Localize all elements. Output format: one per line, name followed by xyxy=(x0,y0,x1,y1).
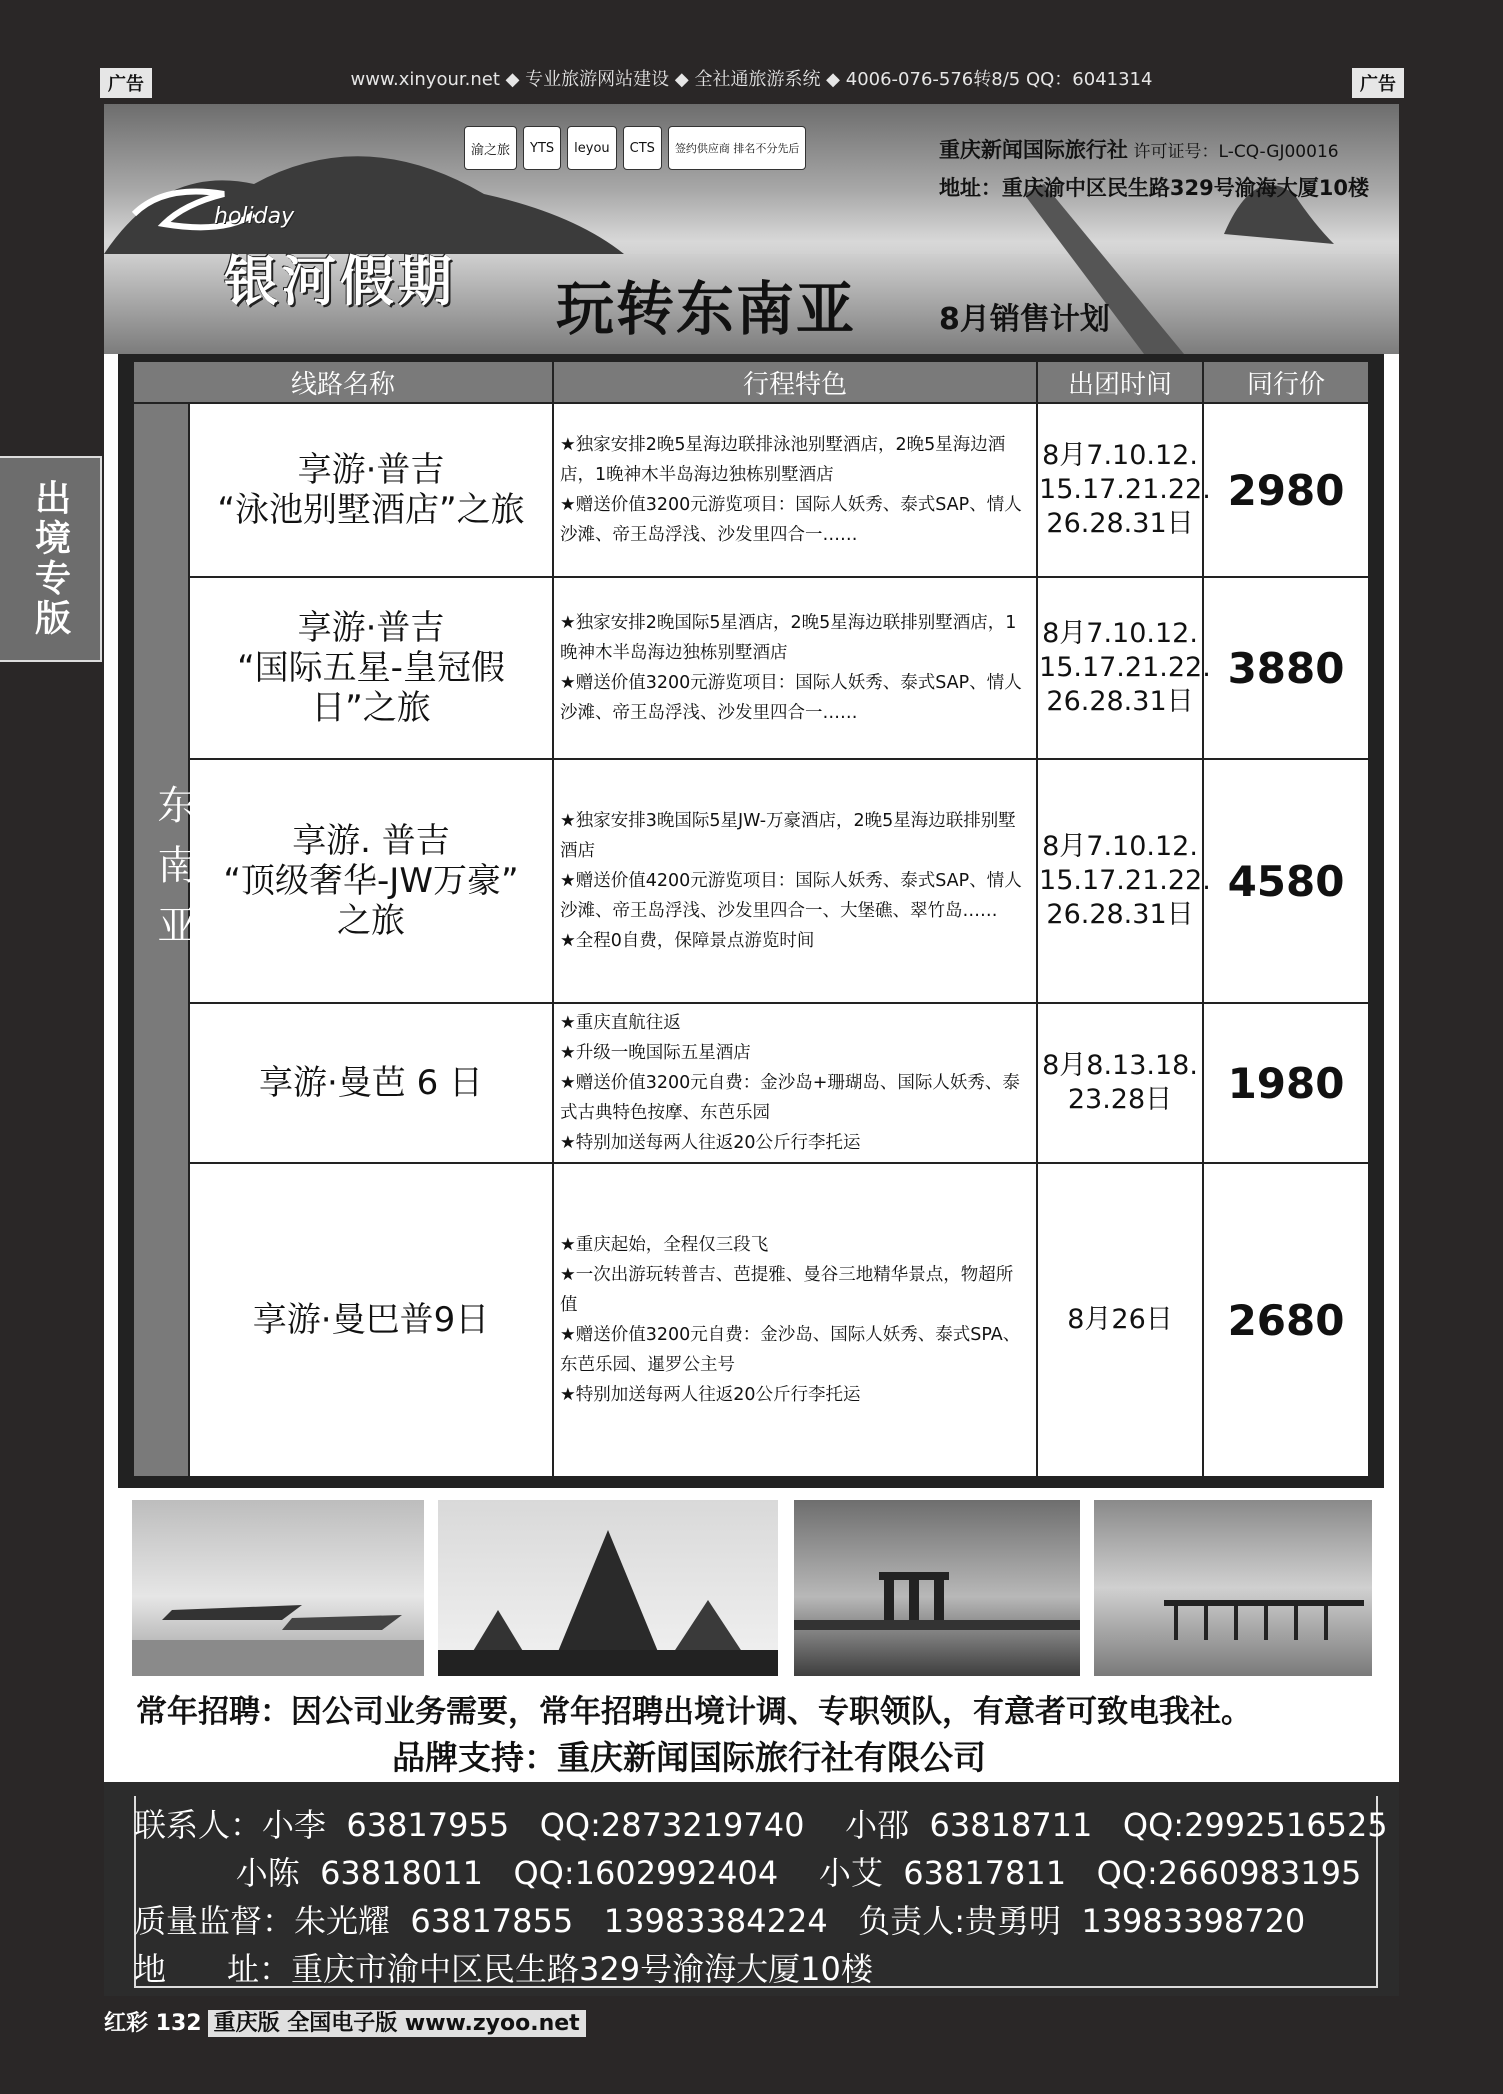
route-features xyxy=(553,1003,1037,1163)
partner-logo: 签约供应商 排名不分先后 xyxy=(668,126,807,170)
date-line: 8月7.10.12. xyxy=(1042,440,1198,471)
departure-dates xyxy=(1037,577,1211,759)
recruitment-notice: 常年招聘：因公司业务需要，常年招聘出境计调、专职领队，有意者可致电我社。 xyxy=(136,1694,1252,1730)
feature-item: ★独家安排2晚5星海边联排泳池别墅酒店，2晚5星海边酒店，1晚神木半岛海边独栋别墅酒店 xyxy=(560,435,1006,485)
feature-item: ★特别加送每两人往返20公斤行李托运 xyxy=(560,1385,861,1405)
header-dates: 出团时间 xyxy=(1037,361,1203,403)
date-line: 26.28.31日 xyxy=(1046,899,1194,930)
price: 1980 xyxy=(1203,1003,1369,1163)
partner-logo: 渝之旅 xyxy=(464,126,517,170)
partner-logo: YTS xyxy=(523,126,561,170)
ad-label-right: 广告 xyxy=(1352,68,1404,98)
contact-line: 联系人：小李 63817955 QQ:2873219740 小邵 63818711 QQ:2992516525 xyxy=(134,1806,1388,1844)
feature-item: ★赠送价值3200元自费：金沙岛+珊瑚岛、国际人妖秀、泰式古典特色按摩、东芭乐园 xyxy=(560,1073,1020,1123)
departure-dates xyxy=(1037,1163,1203,1477)
pier-photo xyxy=(1094,1500,1372,1676)
page-title: 玩转东南亚 xyxy=(556,275,857,343)
price: 2680 xyxy=(1203,1163,1369,1477)
route-line: 享游·普吉 xyxy=(297,608,445,648)
date-line: 26.28.31日 xyxy=(1046,508,1194,539)
feature-item: ★升级一晚国际五星酒店 xyxy=(560,1043,751,1063)
route-name xyxy=(189,759,553,1003)
partner-logos xyxy=(464,126,894,170)
table-row xyxy=(133,577,1369,759)
feature-item: ★重庆直航往返 xyxy=(560,1013,681,1033)
partner-logo: CTS xyxy=(623,126,662,170)
date-line: 8月7.10.12. xyxy=(1042,618,1198,649)
date-line: 26.28.31日 xyxy=(1046,686,1194,717)
route-name xyxy=(189,577,553,759)
partner-logo: leyou xyxy=(567,126,617,170)
photo-strip xyxy=(132,1500,1372,1676)
route-line: 享游. 普吉 xyxy=(292,821,450,861)
route-line: “国际五星-皇冠假 xyxy=(237,648,505,688)
ad-label-left: 广告 xyxy=(100,68,152,98)
route-features xyxy=(553,759,1037,1003)
route-line: 享游·曼芭 6 日 xyxy=(258,1063,484,1103)
longtail-boat-photo xyxy=(132,1500,424,1676)
route-name xyxy=(189,403,553,577)
brand-logo-text: 银河假期 xyxy=(224,249,456,313)
table-row xyxy=(133,403,1369,577)
feature-item: ★赠送价值3200元游览项目：国际人妖秀、泰式SAP、情人沙滩、帝王岛浮浅、沙发里四合一…… xyxy=(560,673,1022,723)
feature-item: ★独家安排2晚国际5星酒店，2晚5星海边联排别墅酒店，1晚神木半岛海边独栋别墅酒店 xyxy=(560,613,1017,663)
page-footer xyxy=(104,2006,586,2037)
route-line: 之旅 xyxy=(337,901,405,941)
route-line: 日”之旅 xyxy=(311,688,431,728)
price: 2980 xyxy=(1203,403,1369,577)
region-label xyxy=(133,403,197,1477)
date-line: 8月8.13.18. xyxy=(1042,1050,1198,1081)
date-line: 23.28日 xyxy=(1067,1084,1173,1115)
page-number: 红彩 132 xyxy=(104,2011,202,2036)
route-table xyxy=(132,360,1370,1478)
date-line: 8月26日 xyxy=(1067,1304,1173,1335)
section-side-tab xyxy=(0,456,102,662)
price: 4580 xyxy=(1203,759,1369,1003)
route-line: 享游·曼巴普9日 xyxy=(252,1300,490,1340)
agency-name: 重庆新闻国际旅行社 xyxy=(938,138,1128,162)
feature-item: ★赠送价值3200元自费：金沙岛、国际人妖秀、泰式SPA、东芭乐园、暹罗公主号 xyxy=(560,1325,1021,1375)
route-features xyxy=(553,1163,1037,1477)
route-name xyxy=(189,1163,553,1477)
departure-dates xyxy=(1037,759,1211,1003)
feature-item: ★赠送价值3200元游览项目：国际人妖秀、泰式SAP、情人沙滩、帝王岛浮浅、沙发里四合一…… xyxy=(560,495,1022,545)
contact-line: 地 址：重庆市渝中区民生路329号渝海大厦10楼 xyxy=(134,1950,873,1988)
feature-item: ★特别加送每两人往返20公斤行李托运 xyxy=(560,1133,861,1153)
contact-line: 小陈 63818011 QQ:1602992404 小艾 63817811 QQ:2660983195 xyxy=(134,1854,1362,1892)
table-row xyxy=(133,1163,1369,1477)
top-banner-text: www.xinyour.net ◆ 专业旅游网站建设 ◆ 全社通旅游系统 ◆ 4006-076-576转8/5 QQ：6041314 xyxy=(350,69,1153,90)
agency-license: 许可证号：L-CQ-GJ00016 xyxy=(1133,142,1339,162)
brand-english: holiday xyxy=(214,204,295,229)
contact-line: 质量监督：朱光耀 63817855 13983384224 负责人:贵勇明 13983398720 xyxy=(134,1902,1306,1940)
header-features: 行程特色 xyxy=(553,361,1037,403)
temple-photo xyxy=(438,1500,778,1676)
feature-item: ★重庆起始，全程仅三段飞 xyxy=(560,1235,769,1255)
marina-bay-photo xyxy=(794,1500,1080,1676)
region-text: 东南亚 xyxy=(151,784,197,964)
feature-item: ★独家安排3晚国际5星JW-万豪酒店，2晚5星海边联排别墅酒店 xyxy=(560,811,1016,861)
route-line: “顶级奢华-JW万豪” xyxy=(223,861,519,901)
date-line: 15.17.21.22. xyxy=(1039,652,1211,683)
table-row xyxy=(133,1003,1369,1163)
departure-dates xyxy=(1037,1003,1203,1163)
brand-support: 品牌支持：重庆新闻国际旅行社有限公司 xyxy=(392,1738,986,1777)
route-line: “泳池别墅酒店”之旅 xyxy=(217,490,525,530)
header-banner xyxy=(104,104,1399,354)
date-line: 15.17.21.22. xyxy=(1039,474,1211,505)
route-table-frame xyxy=(118,354,1384,1488)
date-line: 8月7.10.12. xyxy=(1042,831,1198,862)
table-row xyxy=(133,759,1369,1003)
feature-item: ★赠送价值4200元游览项目：国际人妖秀、泰式SAP、情人沙滩、帝王岛浮浅、沙发里四合一、大堡礁、翠竹岛…… xyxy=(560,871,1022,921)
feature-item: ★一次出游玩转普吉、芭提雅、曼谷三地精华景点，物超所值 xyxy=(560,1265,1014,1315)
price: 3880 xyxy=(1203,577,1369,759)
feature-item: ★全程0自费，保障景点游览时间 xyxy=(560,931,815,951)
header-route: 线路名称 xyxy=(133,361,553,403)
header-price: 同行价 xyxy=(1203,361,1369,403)
agency-info xyxy=(939,134,1369,202)
page-subtitle: 8月销售计划 xyxy=(939,302,1110,337)
departure-dates xyxy=(1037,403,1211,577)
route-name xyxy=(189,1003,553,1163)
date-line: 15.17.21.22. xyxy=(1039,865,1211,896)
side-tab-label: 出境专版 xyxy=(29,479,71,639)
route-features xyxy=(553,577,1037,759)
edition-label: 重庆版 全国电子版 www.zyoo.net xyxy=(208,2010,586,2037)
route-line: 享游·普吉 xyxy=(297,450,445,490)
route-features xyxy=(553,403,1037,577)
agency-address: 地址：重庆渝中区民生路329号渝海大厦10楼 xyxy=(938,176,1369,200)
